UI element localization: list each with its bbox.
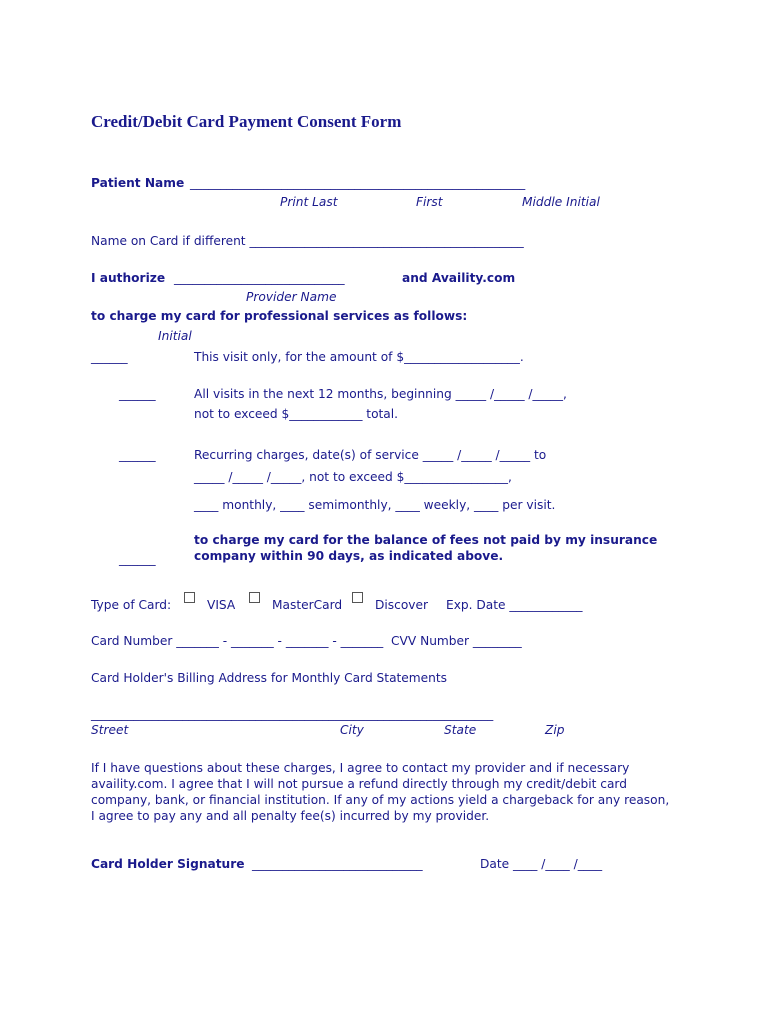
option-this-visit: This visit only, for the amount of $___________________.: [194, 350, 524, 364]
mastercard-label: MasterCard: [272, 598, 343, 612]
option-balance: to charge my card for the balance of fees not paid by my insurance: [194, 533, 658, 547]
initial-field-balance[interactable]: ______: [119, 552, 156, 566]
page-title: Credit/Debit Card Payment Consent Form: [91, 112, 402, 131]
city-caption: City: [340, 723, 364, 737]
name-on-card-field[interactable]: Name on Card if different _____________________________________________: [91, 234, 524, 248]
patient-name-label: Patient Name: [91, 176, 185, 190]
initial-field-all-visits[interactable]: ______: [119, 387, 156, 401]
initial-field-visit[interactable]: ______: [91, 350, 128, 364]
patient-name-field[interactable]: _______________________________________________________: [190, 176, 526, 190]
street-caption: Street: [91, 723, 129, 737]
middle-initial-caption: Middle Initial: [522, 195, 600, 209]
discover-label: Discover: [375, 598, 428, 612]
signature-field[interactable]: ____________________________: [252, 857, 423, 871]
first-caption: First: [416, 195, 443, 209]
authorize-label: I authorize: [91, 271, 166, 285]
availity-label: and Availity.com: [402, 271, 516, 285]
initial-field-recurring[interactable]: ______: [119, 448, 156, 462]
visa-checkbox[interactable]: [184, 592, 195, 603]
option-balance-cont: company within 90 days, as indicated above.: [194, 549, 504, 563]
option-recurring-frequency: ____ monthly, ____ semimonthly, ____ weekly, ____ per visit.: [194, 498, 556, 512]
exp-date-field[interactable]: Exp. Date ____________: [446, 598, 583, 612]
zip-caption: Zip: [545, 723, 565, 737]
billing-address-label: Card Holder's Billing Address for Monthly Card Statements: [91, 671, 448, 685]
discover-checkbox[interactable]: [352, 592, 363, 603]
signature-label: Card Holder Signature: [91, 857, 245, 871]
option-recurring-end: _____ /_____ /_____, not to exceed $_________________,: [194, 470, 512, 484]
option-recurring: Recurring charges, date(s) of service _____ /_____ /_____ to: [194, 448, 547, 462]
card-number-field[interactable]: Card Number _______ - _______ - _______ - _______ CVV Number ________: [91, 634, 522, 648]
billing-address-field[interactable]: __________________________________________________________________: [91, 707, 494, 721]
card-type-label: Type of Card:: [91, 598, 172, 612]
option-all-visits-limit: not to exceed $____________ total.: [194, 407, 399, 421]
print-last-caption: Print Last: [280, 195, 338, 209]
mastercard-checkbox[interactable]: [249, 592, 260, 603]
charge-statement: to charge my card for professional services as follows:: [91, 309, 468, 323]
option-all-visits: All visits in the next 12 months, beginning _____ /_____ /_____,: [194, 387, 567, 401]
initial-caption: Initial: [158, 329, 192, 343]
signature-date-field[interactable]: Date ____ /____ /____: [480, 857, 603, 871]
provider-name-field[interactable]: ____________________________: [174, 271, 345, 285]
visa-label: VISA: [207, 598, 236, 612]
state-caption: State: [444, 723, 477, 737]
provider-name-caption: Provider Name: [246, 290, 337, 304]
disclaimer-paragraph: If I have questions about these charges, I agree to contact my provider and if necessary availity.com. I agree that I will not pursue a refund directly through my credit/debit card company, bank, or financial institution. If any of my actions yield a chargeback for any reason, I agree to pay any and all penalty fee(s) incurred by my provider.: [91, 761, 670, 823]
